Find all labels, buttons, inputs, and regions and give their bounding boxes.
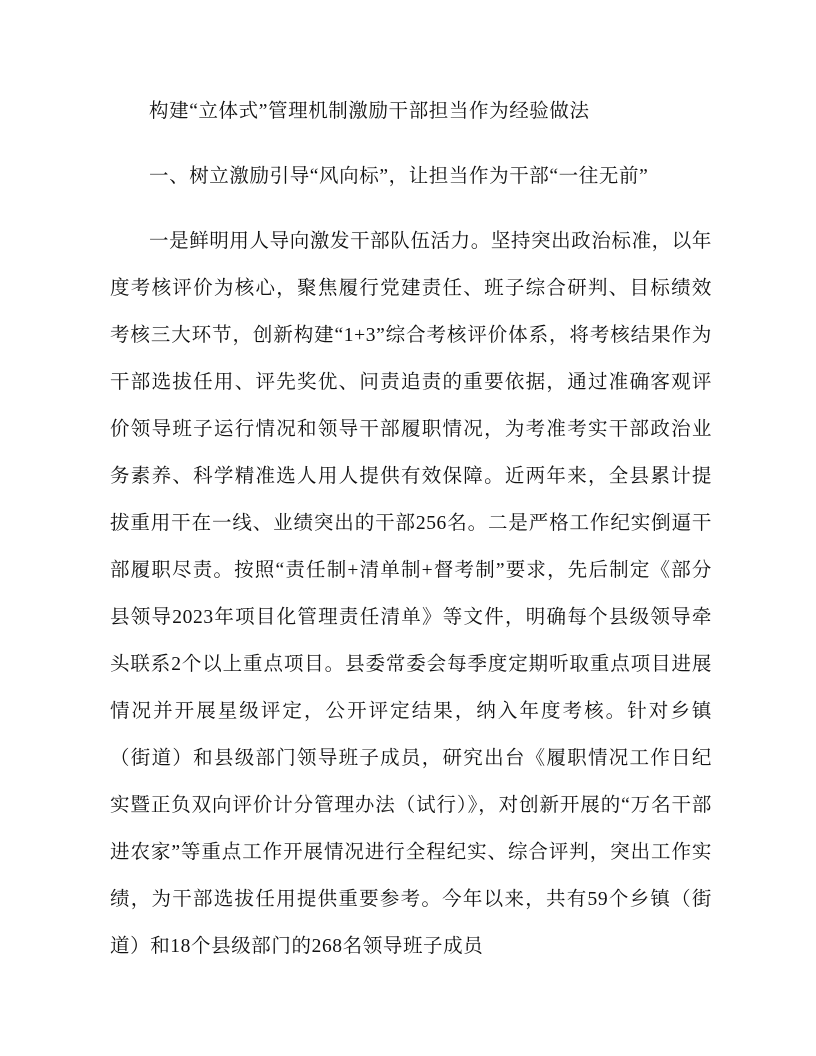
document-body — [110, 88, 712, 970]
title-spacer — [110, 135, 712, 153]
body-paragraph-1: 一是鲜明用人导向激发干部队伍活力。坚持突出政治标准，以年度考核评价为核心，聚焦履行党建责任、班子综合研判、目标绩效考核三大环节，创新构建“1+3”综合考核评价体系，将考核结果作为干部选拔任用、评先奖优、问责追责的重要依据，通过准确客观评价领导班子运行情况和领导干部履职情况，为考准考实干部政治业务素养、科学精准选人用人提供有效保障。近两年来，全县累计提拔重用干在一线、业绩突出的干部256名。二是严格工作纪实倒逼干部履职尽责。按照“责任制+清单制+督考制”要求，先后制定《部分县领导2023年项目化管理责任清单》等文件，明确每个县级领导牵头联系2个以上重点项目。县委常委会每季度定期听取重点项目进展情况并开展星级评定，公开评定结果，纳入年度考核。针对乡镇（街道）和县级部门领导班子成员，研究出台《履职情况工作日纪实暨正负双向评价计分管理办法（试行）》，对创新开展的“万名干部进农家”等重点工作开展情况进行全程纪实、综合评判，突出工作实绩，为干部选拔任用提供重要参考。今年以来，共有59个乡镇（街道）和18个县级部门的268名领导班子成员 — [110, 231, 712, 957]
section-heading: 一、树立激励引导“风向标”，让担当作为干部“一往无前” — [149, 166, 649, 187]
heading-spacer — [110, 200, 712, 218]
document-title: 构建“立体式”管理机制激励干部担当作为经验做法 — [149, 101, 590, 122]
